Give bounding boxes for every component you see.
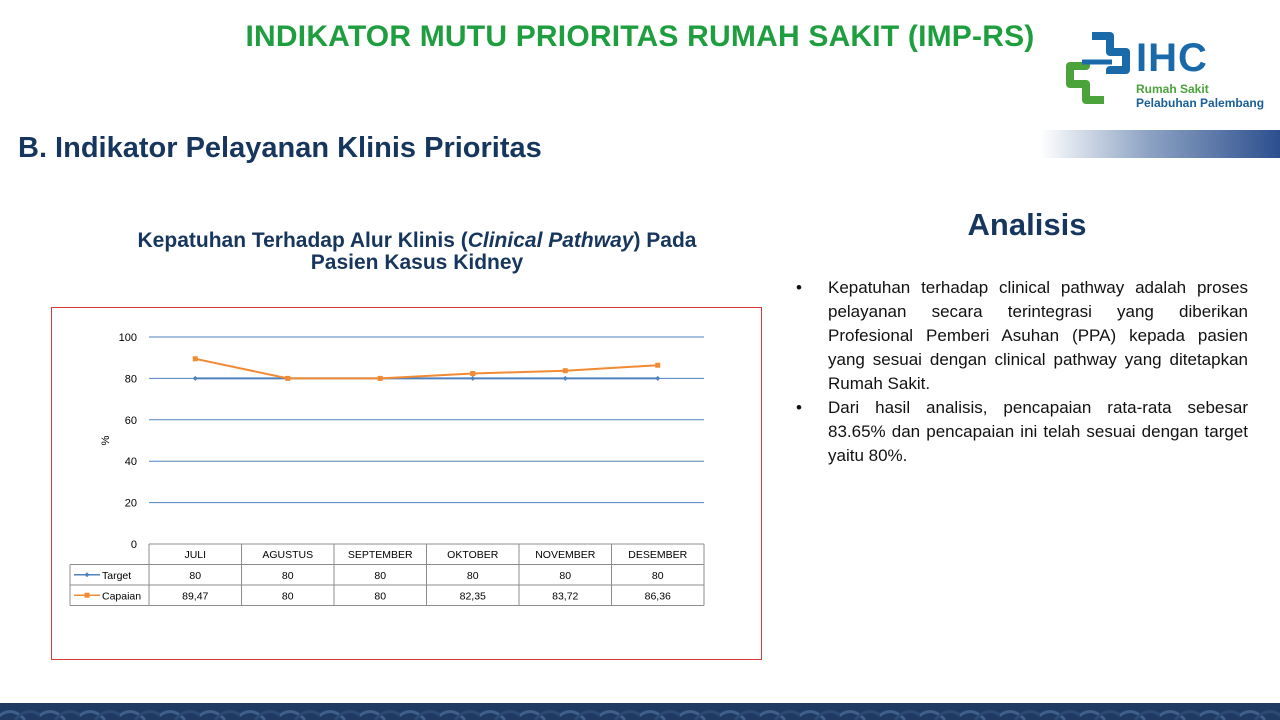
category-label: SEPTEMBER xyxy=(347,549,413,561)
table-cell-value: 80 xyxy=(466,569,479,582)
chart-frame xyxy=(51,307,762,660)
analysis-bullet-1 xyxy=(793,276,1248,396)
analysis-list xyxy=(793,276,1248,468)
data-point-marker xyxy=(470,371,475,376)
chart-title-line2: Pasien Kasus Kidney xyxy=(310,251,524,274)
footer-pattern-icon xyxy=(0,703,1280,720)
chart-title xyxy=(60,230,774,274)
logo-brand: IHC xyxy=(1136,36,1208,80)
y-tick-label: 60 xyxy=(124,414,137,427)
table-cell-value: 80 xyxy=(559,569,572,582)
y-tick-label: 20 xyxy=(124,497,137,510)
hospital-logo xyxy=(1062,32,1272,112)
table-cell-value: 89,47 xyxy=(182,590,209,603)
data-point-marker xyxy=(285,376,290,381)
table-cell-value: 80 xyxy=(189,569,202,582)
table-cell-value: 86,36 xyxy=(644,590,671,603)
logo-line1: Rumah Sakit xyxy=(1136,82,1209,96)
table-cell-value: 80 xyxy=(281,569,294,582)
analysis-text-1: Kepatuhan terhadap clinical pathway adalah proses pelayanan secara terintegrasi yang diberikan Profesional Pemberi Asuhan (PPA) kepada pasien yang sesuai dengan clinical pathway yang ditetapkan Rumah Sakit. xyxy=(828,278,1248,393)
slide-title: INDIKATOR MUTU PRIORITAS RUMAH SAKIT (IMP-RS) xyxy=(245,20,1035,53)
bullet-icon: • xyxy=(796,278,802,297)
category-label: AGUSTUS xyxy=(262,549,314,561)
header-gradient-bar xyxy=(1040,130,1280,158)
y-axis-label: % xyxy=(100,435,112,446)
data-point-marker xyxy=(470,376,475,381)
category-label: OKTOBER xyxy=(447,549,499,561)
line-chart xyxy=(52,308,761,659)
chart-title-italic: Clinical Pathway xyxy=(467,229,634,252)
legend-label: Capaian xyxy=(102,590,142,603)
chart-title-part2: ) Pada xyxy=(633,229,697,252)
data-point-marker xyxy=(563,376,568,381)
chart-title-part1: Kepatuhan Terhadap Alur Klinis ( xyxy=(137,229,468,252)
data-point-marker xyxy=(655,376,660,381)
cross-logo-icon xyxy=(1062,32,1134,104)
table-cell-value: 80 xyxy=(374,569,387,582)
data-point-marker xyxy=(378,376,383,381)
section-title: B. Indikator Pelayanan Klinis Prioritas xyxy=(18,132,542,164)
category-label: JULI xyxy=(184,549,207,561)
analysis-text-2: Dari hasil analisis, pencapaian rata-rata sebesar 83.65% dan pencapaian ini telah sesuai dengan target yaitu 80%. xyxy=(828,398,1248,465)
y-tick-label: 80 xyxy=(124,373,137,386)
data-point-marker xyxy=(563,368,568,373)
analysis-bullet-2 xyxy=(793,396,1248,468)
series-line-capaian xyxy=(195,359,658,379)
table-cell-value: 80 xyxy=(281,590,294,603)
y-tick-label: 0 xyxy=(130,539,137,551)
legend-marker xyxy=(85,572,90,577)
bullet-icon: • xyxy=(796,398,802,417)
legend-label: Target xyxy=(102,569,132,582)
y-tick-label: 40 xyxy=(124,456,137,469)
table-cell-value: 83,72 xyxy=(552,590,579,603)
table-cell-value: 80 xyxy=(651,569,664,582)
data-point-marker xyxy=(193,376,198,381)
legend-marker xyxy=(85,593,90,598)
data-point-marker xyxy=(193,356,198,361)
logo-line2: Pelabuhan Palembang xyxy=(1136,96,1265,110)
y-tick-label: 100 xyxy=(118,332,137,344)
data-point-marker xyxy=(655,363,660,368)
category-label: NOVEMBER xyxy=(535,549,596,561)
table-cell-value: 82,35 xyxy=(459,590,486,603)
analysis-title: Analisis xyxy=(967,207,1087,242)
footer-pattern-bar xyxy=(0,703,1280,720)
table-cell-value: 80 xyxy=(374,590,387,603)
category-label: DESEMBER xyxy=(628,549,688,561)
